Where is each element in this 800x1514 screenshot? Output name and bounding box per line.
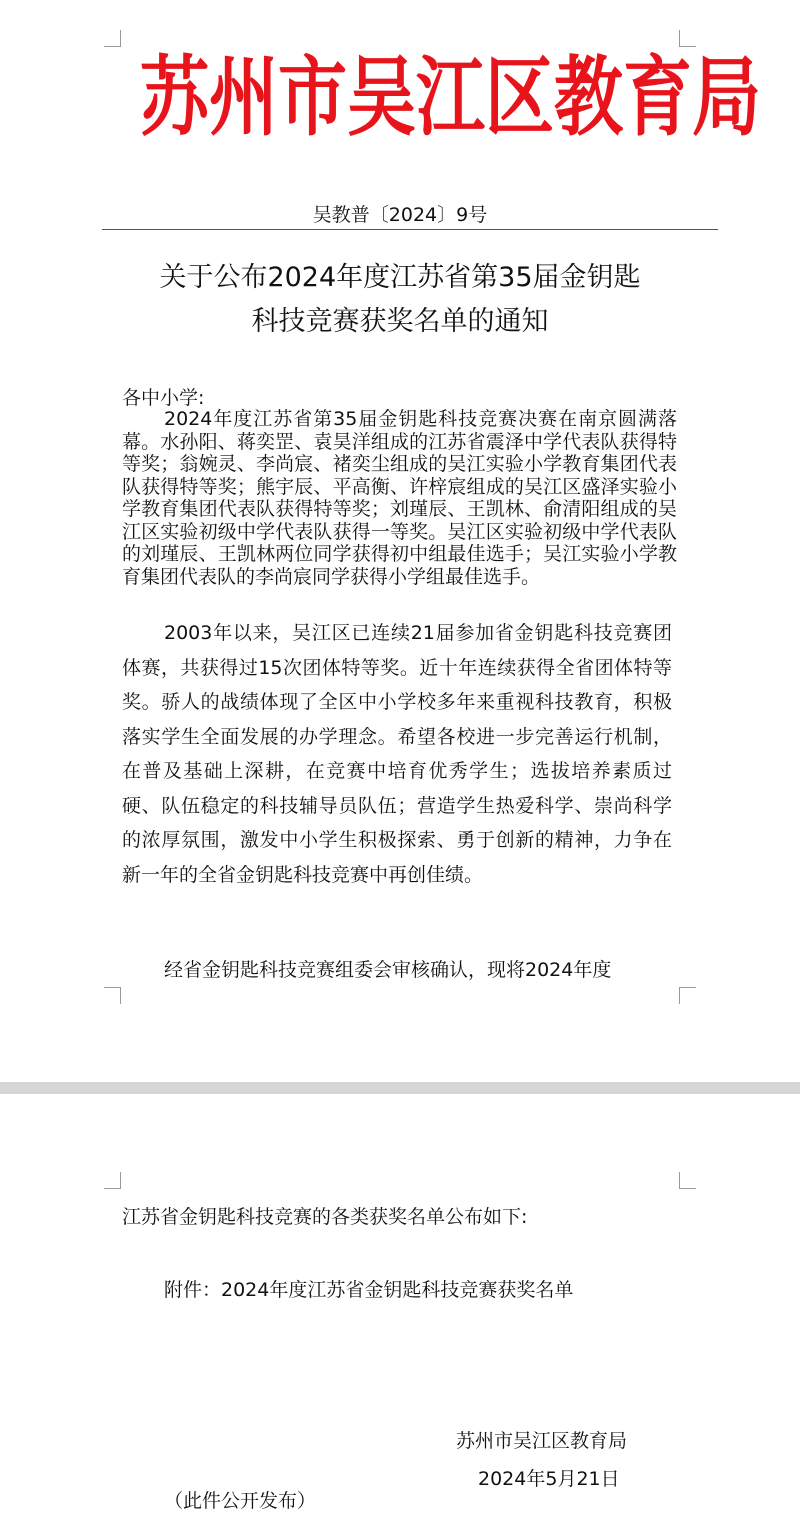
document-page-2 — [0, 1094, 800, 1514]
notice-title-line-2: 科技竞赛获奖名单的通知 — [251, 306, 549, 337]
signature-org: 苏州市吴江区教育局 — [456, 1430, 628, 1452]
publication-note: （此件公开发布） — [164, 1490, 317, 1512]
page-corner-mark — [679, 1172, 696, 1189]
page-corner-mark — [679, 987, 696, 1004]
page-corner-mark — [104, 987, 121, 1004]
issuing-org-header: 苏州市吴江区教育局 — [140, 48, 761, 148]
page-separator — [0, 1082, 800, 1094]
page-corner-mark — [104, 1172, 121, 1189]
signature-date: 2024年5月21日 — [478, 1468, 620, 1490]
document-number: 吴教普〔2024〕9号 — [312, 204, 488, 226]
attachment-line: 附件：2024年度江苏省金钥匙科技竞赛获奖名单 — [164, 1279, 574, 1301]
header-red-rule — [102, 229, 718, 230]
notice-title-line-1: 关于公布2024年度江苏省第35届金钥匙 — [159, 262, 641, 293]
salutation: 各中小学: — [122, 387, 205, 409]
body-paragraph-2: 2003年以来，吴江区已连续21届参加省金钥匙科技竞赛团体赛，共获得过15次团体特等奖。近十年连续获得全省团体特等奖。骄人的战绩体现了全区中小学校多年来重视科技教育，积极落实学生全面发展的办学理念。希望各校进一步完善运行机制，在普及基础上深耕，在竞赛中培育优秀学生；选拔培养素质过硬、队伍稳定的科技辅导员队伍；营造学生热爱科学、崇尚科学的浓厚氛围，激发中小学生积极探索、勇于创新的精神，力争在新一年的全省金钥匙科技竞赛中再创佳绩。 — [122, 622, 672, 886]
body-paragraph-3-start: 经省金钥匙科技竞赛组委会审核确认，现将2024年度 — [164, 959, 612, 981]
page-corner-mark — [679, 30, 696, 47]
page-corner-mark — [104, 30, 121, 47]
body-paragraph-1: 2024年度江苏省第35届金钥匙科技竞赛决赛在南京圆满落幕。水孙阳、蒋奕罡、袁昊洋组成的江苏省震泽中学代表队获得特等奖；翁婉灵、李尚宸、褚奕尘组成的吴江实验小学教育集团代表队获得特等奖；熊宇辰、平高衡、许梓宸组成的吴江区盛泽实验小学教育集团代表队获得特等奖；刘瑾辰、王凯林、俞清阳组成的吴江区实验初级中学代表队获得一等奖。吴江区实验初级中学代表队的刘瑾辰、王凯林两位同学获得初中组最佳选手；吴江实验小学教育集团代表队的李尚宸同学获得小学组最佳选手。 — [122, 408, 677, 588]
body-paragraph-3-end: 江苏省金钥匙科技竞赛的各类获奖名单公布如下: — [122, 1206, 528, 1228]
